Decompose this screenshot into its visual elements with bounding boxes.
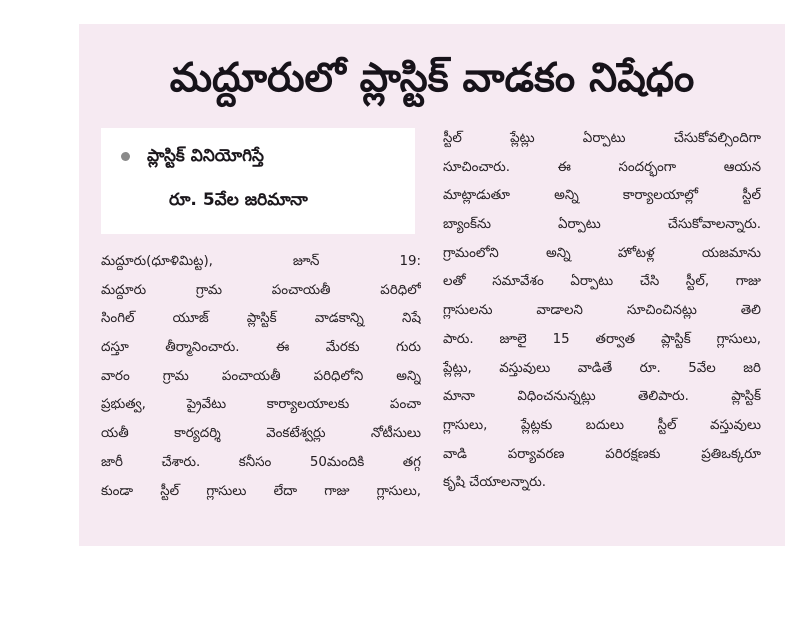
text-line: ప్లేట్లు, వస్తువులు వాడితే రూ. 5వేల జరి: [443, 360, 761, 376]
bullet-icon: [121, 152, 130, 161]
text-line: స్టీల్ ప్లేట్లు ఏర్పాటు చేసుకోవల్సిందిగా: [443, 131, 761, 146]
text-line: సింగిల్ యూజ్ ప్లాస్టిక్ వాడకాన్ని నిషే: [101, 311, 421, 327]
text-line: మద్దూరు(ధూళిమిట్ట), జూన్ 19:: [101, 254, 421, 269]
right-column: [443, 125, 761, 498]
text-line: కృషి చేయాలన్నారు.: [443, 475, 546, 491]
headline: మద్దూరులో ప్లాస్టిక్ వాడకం నిషేధం: [169, 55, 695, 101]
highlight-line-2: రూ. 5వేల జరిమానా: [169, 190, 308, 210]
text-line: గ్రామంలోని అన్ని హోటళ్ల యజమాను: [443, 245, 761, 261]
highlight-line-1: ప్లాస్టిక్ వినియోగిస్తే: [147, 146, 264, 166]
text-line: వారం గ్రామ పంచాయతీ పరిధిలోని అన్ని: [101, 368, 421, 384]
text-line: మద్దూరు గ్రామ పంచాయతీ పరిధిలో: [101, 282, 421, 298]
text-line: లతో సమావేశం ఏర్పాటు చేసి స్టీల్, గాజు: [443, 274, 761, 290]
text-line: కుండా స్టీల్ గ్లాసులు లేదా గాజు గ్లాసులు,: [101, 483, 421, 499]
text-line: గ్లాసులను వాడాలని సూచించినట్లు తెలి: [443, 303, 761, 319]
text-line: సూచించారు. ఈ సందర్భంగా ఆయన: [443, 159, 761, 175]
text-line: పారు. జూలై 15 తర్వాత ప్లాస్టిక్ గ్లాసులు,: [443, 331, 761, 347]
text-line: మాట్లాడుతూ అన్ని కార్యాలయాల్లో స్టీల్: [443, 188, 761, 204]
text-line: యతీ కార్యదర్శి వెంకటేశ్వర్లు నోటీసులు: [101, 426, 421, 442]
news-clipping: [79, 24, 785, 546]
text-line: జారీ చేశారు. కనీసం 50మందికి తగ్గ: [101, 454, 421, 470]
left-column: [101, 248, 421, 506]
text-line: మానా విధించనున్నట్లు తెలిపారు. ప్లాస్టిక్: [443, 389, 761, 405]
text-line: దస్తూ తీర్మానించారు. ఈ మేరకు గురు: [101, 340, 421, 356]
text-line: గ్లాసులు, ప్లేట్లకు బదులు స్టీల్ వస్తువులు: [443, 417, 761, 433]
text-line: వాడి పర్యావరణ పరిరక్షణకు ప్రతిఒక్కరూ: [443, 446, 761, 462]
text-line: బ్యాంక్‌ను ఏర్పాటు చేసుకోవాలన్నారు.: [443, 217, 761, 233]
text-line: ప్రభుత్వ, ప్రైవేటు కార్యాలయాలకు పంచా: [101, 397, 421, 413]
highlight-box: [101, 128, 415, 234]
